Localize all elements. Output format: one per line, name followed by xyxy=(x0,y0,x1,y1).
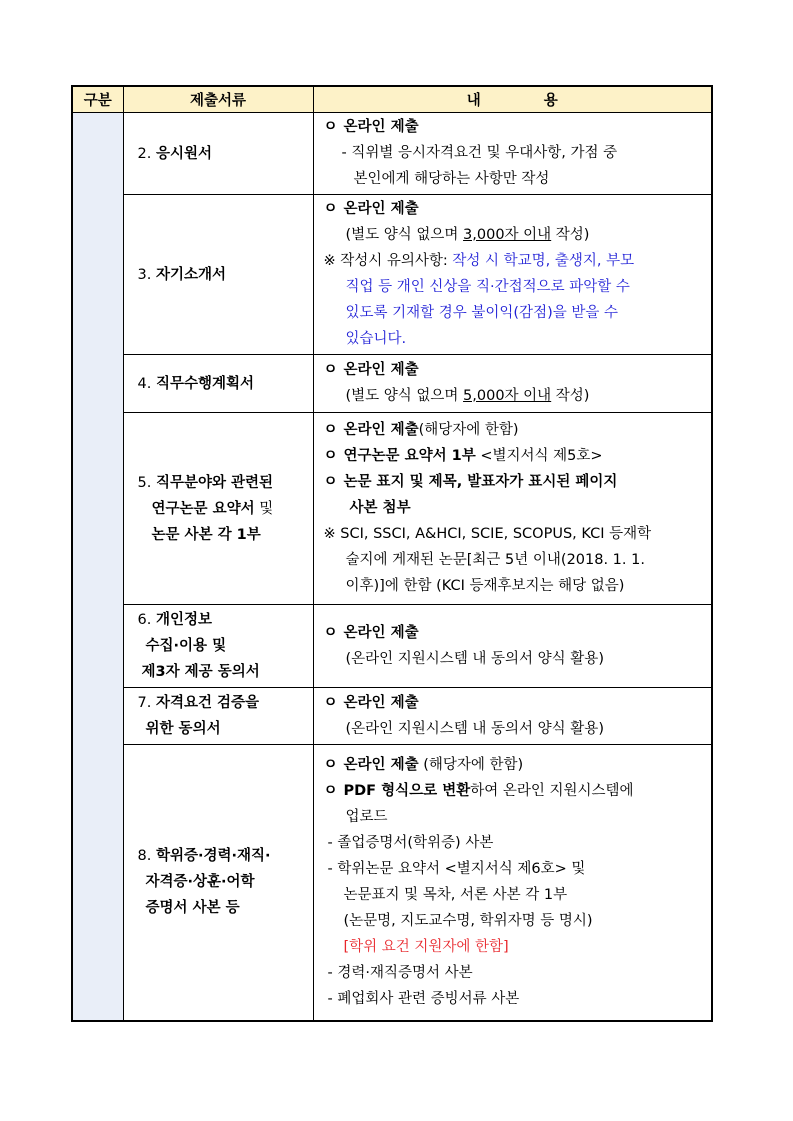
doc-name-cell: 7. 자격요건 검증을 위한 동의서 xyxy=(123,688,313,745)
list-item: (별도 양식 없으며 3,000자 이내 작성) xyxy=(345,227,590,243)
doc-name-cell: 5. 직무분야와 관련된 연구논문 요약서 및 논문 사본 각 1부 xyxy=(123,413,313,605)
list-item: ㅇ 온라인 제출 (해당자에 한함) xyxy=(323,756,524,773)
list-item: ※ 작성시 유의사항: 작성 시 학교명, 출생지, 부모 xyxy=(323,253,635,269)
doc-name-cell: 2. 응시원서 xyxy=(123,113,313,195)
content-cell xyxy=(313,413,712,605)
list-item: (별도 양식 없으며 5,000자 이내 작성) xyxy=(345,388,590,404)
list-item: [학위 요건 지원자에 한함] xyxy=(343,938,509,955)
list-item: ※ SCI, SSCI, A&HCI, SCIE, SCOPUS, KCI 등재학 xyxy=(323,526,652,542)
list-item: 업로드 xyxy=(345,808,388,825)
content-cell xyxy=(313,605,712,688)
list-item: 직업 등 개인 신상을 직·간접적으로 파악할 수 xyxy=(345,279,630,295)
list-item: 논문표지 및 목차, 서론 사본 각 1부 xyxy=(343,886,568,903)
list-item: 있도록 기재할 경우 불이익(감점)을 받을 수 xyxy=(345,305,618,321)
content-cell xyxy=(313,688,712,745)
list-item: ㅇ 온라인 제출(해당자에 한함) xyxy=(323,422,519,438)
table-header-row xyxy=(72,86,712,113)
list-item: ㅇ 논문 표지 및 제목, 발표자가 표시된 페이지 xyxy=(323,474,618,490)
header-documents: 제출서류 xyxy=(123,86,313,113)
content-cell xyxy=(313,745,712,1021)
list-item: - 졸업증명서(학위증) 사본 xyxy=(327,834,494,851)
list-item: 사본 첨부 xyxy=(349,500,411,516)
table-row xyxy=(72,605,712,688)
list-item: 술지에 게재된 논문[최근 5년 이내(2018. 1. 1. xyxy=(345,552,645,568)
list-item: - 경력·재직증명서 사본 xyxy=(327,964,473,981)
list-item: 이후)]에 한함 (KCI 등재후보지는 해당 없음) xyxy=(345,578,625,594)
list-item: 본인에게 해당하는 사항만 작성 xyxy=(353,171,550,187)
table-row xyxy=(72,688,712,745)
list-item: 있습니다. xyxy=(345,331,407,347)
table-row xyxy=(72,745,712,1021)
table-row xyxy=(72,195,712,355)
content-cell xyxy=(313,195,712,355)
content-cell xyxy=(313,113,712,195)
table-row xyxy=(72,413,712,605)
list-item: (온라인 지원시스템 내 동의서 양식 활용) xyxy=(345,720,604,737)
list-item: (논문명, 지도교수명, 학위자명 등 명시) xyxy=(343,912,593,929)
category-cell xyxy=(72,113,123,1021)
submission-documents-table xyxy=(71,85,713,1022)
header-content: 내 용 xyxy=(313,86,712,113)
list-item: ㅇ 온라인 제출 xyxy=(323,624,419,641)
list-item: ㅇ 온라인 제출 xyxy=(323,694,419,711)
list-item: - 직위별 응시자격요건 및 우대사항, 가점 중 xyxy=(341,145,618,161)
doc-name-cell: 4. 직무수행계획서 xyxy=(123,355,313,413)
table-row xyxy=(72,113,712,195)
table-row xyxy=(72,355,712,413)
list-item: ㅇ 온라인 제출 xyxy=(323,362,419,378)
doc-name-cell: 8. 학위증·경력·재직· 자격증·상훈·어학 증명서 사본 등 xyxy=(123,745,313,1021)
doc-name-cell: 3. 자기소개서 xyxy=(123,195,313,355)
list-item: ㅇ 연구논문 요약서 1부 <별지서식 제5호> xyxy=(323,448,603,464)
list-item: - 폐업회사 관련 증빙서류 사본 xyxy=(327,990,520,1007)
list-item: ㅇ 온라인 제출 xyxy=(323,119,419,135)
header-category: 구분 xyxy=(72,86,123,113)
list-item: (온라인 지원시스템 내 동의서 양식 활용) xyxy=(345,650,604,667)
list-item: ㅇ 온라인 제출 xyxy=(323,201,419,217)
content-cell xyxy=(313,355,712,413)
doc-name-cell: 6. 개인정보 수집·이용 및 제3자 제공 동의서 xyxy=(123,605,313,688)
list-item: ㅇ PDF 형식으로 변환하여 온라인 지원시스템에 xyxy=(323,782,634,799)
list-item: - 학위논문 요약서 <별지서식 제6호> 및 xyxy=(327,860,586,877)
